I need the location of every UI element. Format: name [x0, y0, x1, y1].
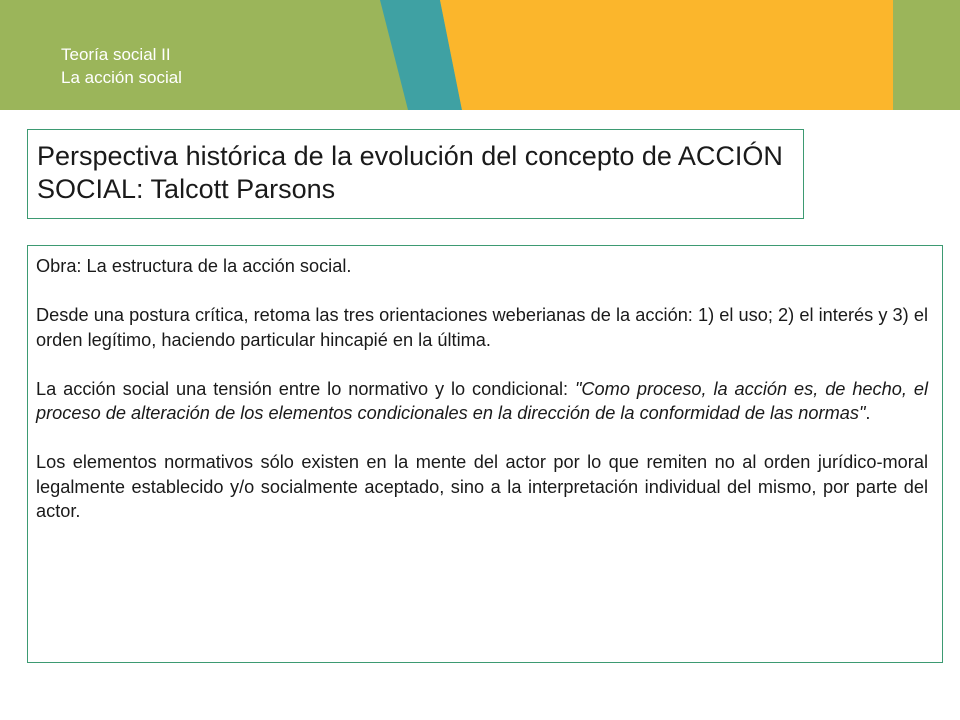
- paragraph-normative-elements: Los elementos normativos sólo existen en la mente del actor por lo que remiten no al orden jurídico-moral legalmente establecido y/o socialmente aceptado, sino a la interpretación individual del mismo, por parte del actor.: [36, 452, 928, 521]
- slide-title: Perspectiva histórica de la evolución del concepto de ACCIÓN SOCIAL: Talcott Parsons: [37, 141, 783, 204]
- paragraph-obra: Obra: La estructura de la acción social.: [36, 256, 352, 276]
- slide-title-box: [27, 129, 804, 219]
- tension-end: .: [865, 403, 871, 423]
- tension-lead: La acción social una tensión entre lo normativo y lo condicional:: [36, 378, 575, 399]
- banner-yellow-block: [440, 0, 893, 110]
- course-name: Teoría social II: [61, 45, 171, 64]
- course-topic: La acción social: [61, 68, 182, 87]
- course-label: [61, 43, 182, 89]
- paragraph-tension: [36, 377, 928, 426]
- parsons-quote: "Como proceso, la acción es, de hecho, el proceso de alteración de los elementos condicionales en la dirección de la conformidad de las normas": [36, 378, 928, 423]
- banner-green-edge: [893, 0, 960, 110]
- paragraph-weber-orientations: Desde una postura crítica, retoma las tres orientaciones weberianas de la acción: 1) el uso; 2) el interés y 3) el orden legítimo, haciendo particular hincapié en la última.: [36, 305, 928, 350]
- slide-content-box: [27, 245, 943, 663]
